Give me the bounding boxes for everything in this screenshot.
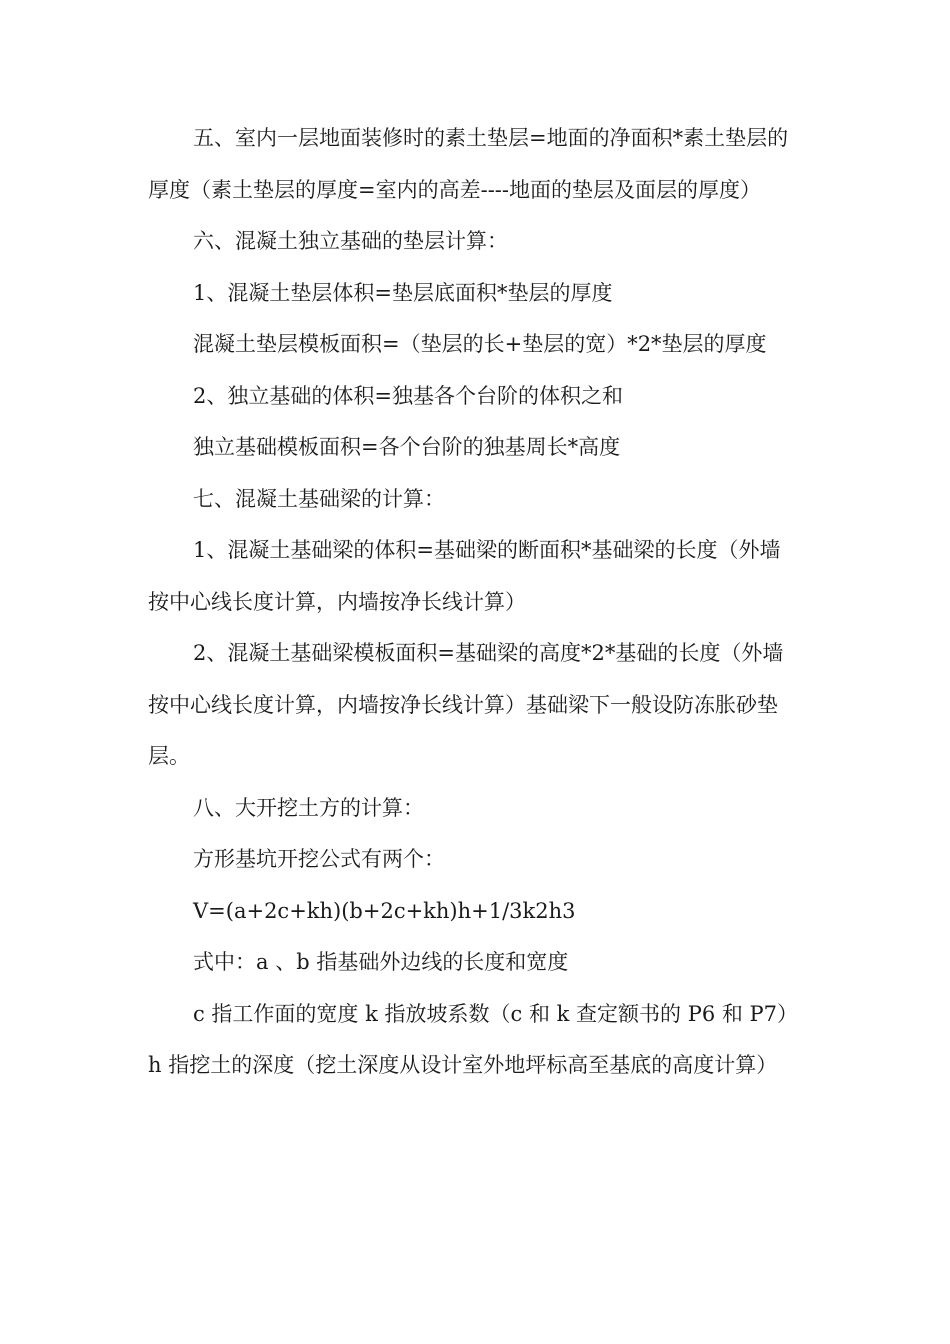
- heading-section-8: 八、大开挖土方的计算：: [193, 795, 424, 820]
- paragraph-pit-formulas: 方形基坑开挖公式有两个：: [193, 847, 445, 871]
- paragraph-footing-volume: 2、独立基础的体积=独基各个台阶的体积之和: [193, 383, 623, 408]
- heading-section-6: 六、混凝土独立基础的垫层计算：: [193, 229, 508, 253]
- paragraph-section-5: 五、室内一层地面装修时的素土垫层=地面的净面积*素土垫层的厚度（素土垫层的厚度=室内的高差----地面的垫层及面层的厚度）: [148, 126, 789, 202]
- paragraph-cushion-formwork: 混凝土垫层模板面积=（垫层的长+垫层的宽）*2*垫层的厚度: [193, 332, 767, 356]
- paragraph-cushion-volume: 1、混凝土垫层体积=垫层底面积*垫层的厚度: [193, 280, 613, 305]
- paragraph-where-ab: 式中：a 、b 指基础外边线的长度和宽度: [193, 950, 569, 974]
- heading-section-7: 七、混凝土基础梁的计算：: [193, 486, 445, 511]
- document-body: [148, 113, 800, 1092]
- paragraph-footing-formwork: 独立基础模板面积=各个台阶的独基周长*高度: [193, 435, 621, 459]
- paragraph-beam-formwork: 2、混凝土基础梁模板面积=基础梁的高度*2*基础的长度（外墙按中心线长度计算，内墙按净长线计算）基础梁下一般设防冻胀砂垫层。: [148, 641, 784, 768]
- formula-excavation-volume: V=(a+2c+kh)(b+2c+kh)h+1/3k2h3: [193, 898, 576, 923]
- paragraph-where-ckh: c 指工作面的宽度 k 指放坡系数（c 和 k 查定额书的 P6 和 P7）h 指挖土的深度（挖土深度从设计室外地坪标高至基底的高度计算）: [148, 1001, 799, 1077]
- paragraph-beam-volume: 1、混凝土基础梁的体积=基础梁的断面积*基础梁的长度（外墙按中心线长度计算，内墙按净长线计算）: [148, 538, 781, 614]
